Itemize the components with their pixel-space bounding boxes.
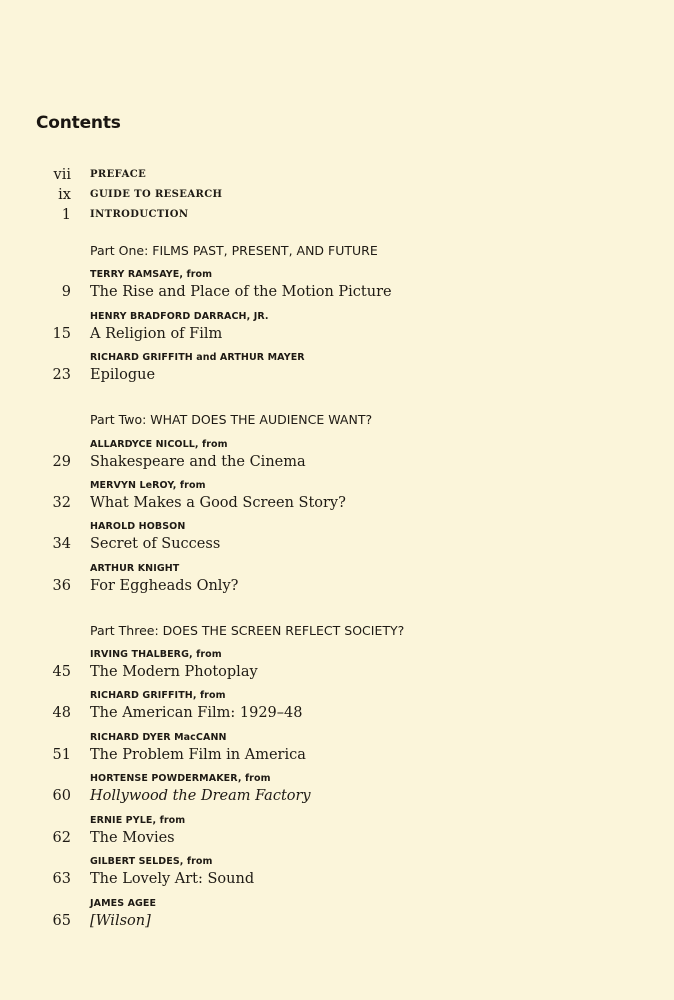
entry-title: The Problem Film in America <box>90 747 306 763</box>
toc-entry <box>0 773 674 813</box>
front-matter-label: GUIDE TO RESEARCH <box>90 189 223 200</box>
entry-author: GILBERT SELDES, from <box>90 856 213 867</box>
entry-title: Hollywood the Dream Factory <box>90 788 311 804</box>
page-number: 29 <box>52 454 71 470</box>
entry-title: The American Film: 1929–48 <box>90 705 303 721</box>
page-number: ix <box>58 187 71 203</box>
front-matter-label: INTRODUCTION <box>90 209 189 220</box>
toc-entry <box>0 521 674 561</box>
page-number: vii <box>53 167 71 183</box>
entry-author: HAROLD HOBSON <box>90 521 186 532</box>
page-number: 63 <box>52 871 71 887</box>
toc-entry <box>0 311 674 351</box>
entry-title: The Rise and Place of the Motion Picture <box>90 284 392 300</box>
entry-author: HORTENSE POWDERMAKER, from <box>90 773 271 784</box>
page-number: 1 <box>61 207 71 223</box>
entry-author: JAMES AGEE <box>90 898 157 909</box>
entry-title: [Wilson] <box>90 913 151 929</box>
toc-entry <box>0 480 674 520</box>
entry-author: IRVING THALBERG, from <box>90 649 222 660</box>
front-matter-label: PREFACE <box>90 169 147 180</box>
entry-title: A Religion of Film <box>90 326 223 342</box>
entry-title: Epilogue <box>90 367 156 383</box>
part-heading: Part Three: DOES THE SCREEN REFLECT SOCIETY? <box>90 623 405 638</box>
page-number: 48 <box>52 705 71 721</box>
front-matter-row <box>0 206 674 224</box>
entry-title: The Modern Photoplay <box>90 664 258 680</box>
page-number: 34 <box>52 536 71 552</box>
page-number: 62 <box>52 830 71 846</box>
entry-title: Secret of Success <box>90 536 221 552</box>
entry-author: RICHARD GRIFFITH, from <box>90 690 226 701</box>
entry-author: ALLARDYCE NICOLL, from <box>90 439 228 450</box>
page-number: 51 <box>52 747 71 763</box>
entry-author: RICHARD DYER MacCANN <box>90 732 227 743</box>
page-number: 9 <box>61 284 71 300</box>
page-number: 65 <box>52 913 71 929</box>
page-title: Contents <box>36 113 121 133</box>
entry-title: The Movies <box>90 830 175 846</box>
page-number: 60 <box>52 788 71 804</box>
page-number: 36 <box>52 578 71 594</box>
toc-entry <box>0 352 674 392</box>
toc-entry <box>0 898 674 938</box>
entry-author: ERNIE PYLE, from <box>90 815 186 826</box>
page-number: 23 <box>52 367 71 383</box>
part-heading: Part Two: WHAT DOES THE AUDIENCE WANT? <box>90 412 373 427</box>
toc-entry <box>0 856 674 896</box>
toc-entry <box>0 690 674 730</box>
page-number: 45 <box>52 664 71 680</box>
entry-title: What Makes a Good Screen Story? <box>90 495 346 511</box>
entry-title: For Eggheads Only? <box>90 578 239 594</box>
entry-author: RICHARD GRIFFITH and ARTHUR MAYER <box>90 352 305 363</box>
part-heading: Part One: FILMS PAST, PRESENT, AND FUTURE <box>90 243 378 258</box>
entry-author: HENRY BRADFORD DARRACH, JR. <box>90 311 269 322</box>
page-number: 32 <box>52 495 71 511</box>
front-matter-row <box>0 166 674 184</box>
entry-author: ARTHUR KNIGHT <box>90 563 180 574</box>
toc-entry <box>0 269 674 309</box>
toc-entry <box>0 563 674 603</box>
entry-author: MERVYN LeROY, from <box>90 480 206 491</box>
toc-entry <box>0 815 674 855</box>
entry-author: TERRY RAMSAYE, from <box>90 269 213 280</box>
toc-entry <box>0 732 674 772</box>
toc-entry <box>0 649 674 689</box>
page-number: 15 <box>52 326 71 342</box>
entry-title: Shakespeare and the Cinema <box>90 454 306 470</box>
entry-title: The Lovely Art: Sound <box>90 871 255 887</box>
front-matter-row <box>0 186 674 204</box>
toc-entry <box>0 439 674 479</box>
